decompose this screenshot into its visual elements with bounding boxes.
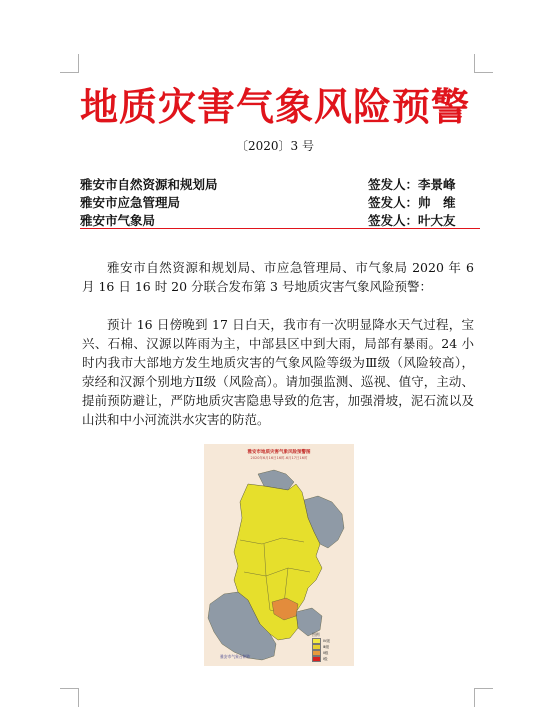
legend-label: Ⅳ级 [323, 638, 330, 643]
issuer-signer: 签发人：帅 维 [368, 195, 456, 210]
page-corner-mark [60, 54, 79, 73]
document-number: 〔2020〕3 号 [236, 139, 314, 153]
issuer-row [80, 175, 475, 193]
red-divider [80, 228, 480, 229]
page-corner-mark [474, 54, 493, 73]
issuer-org: 雅安市自然资源和规划局 [80, 177, 218, 192]
issuer-org: 雅安市气象局 [80, 213, 156, 228]
legend-swatch [312, 656, 321, 662]
legend-item [312, 656, 344, 662]
issuer-signer: 签发人：叶大友 [368, 213, 456, 228]
document-title: 地质灾害气象风险预警 [79, 84, 470, 129]
intro-paragraph: 雅安市自然资源和规划局、市应急管理局、市气象局 2020 年 6 月 16 日 16 时 20 分联合发布第 3 号地质灾害气象风险预警： [82, 260, 474, 294]
map-subtitle: 2020年6月16日16时-6月17日16时 [250, 456, 308, 460]
forecast-paragraph: 预计 16 日傍晚到 17 日白天，我市有一次明显降水天气过程，宝兴、石棉、汉源以阵雨为主，中部县区中到大雨，局部有暴雨。24 小时内我市大部地方发生地质灾害的气象风险等级为Ⅲ级（风险较高），荥经和汉源个别地方Ⅱ级（风险高）。请加强监测、巡视、值守，主动、提前预防避让，严防地质灾害隐患导致的危害，加强滑坡，泥石流以及山洪和中小河流洪水灾害的防范。 [82, 317, 474, 427]
legend-label: Ⅰ级 [323, 656, 328, 661]
page-corner-mark [474, 688, 493, 707]
map-footer: 雅安市气象台制作 [220, 654, 251, 659]
issuer-row [80, 211, 475, 229]
map-legend [312, 632, 344, 662]
issuer-signer: 签发人：李景峰 [368, 177, 456, 192]
issuer-org: 雅安市应急管理局 [80, 195, 181, 210]
legend-label: Ⅲ级 [323, 644, 330, 649]
risk-map-figure [204, 444, 354, 666]
page-corner-mark [60, 688, 79, 707]
map-title: 雅安市地质灾害气象风险预警图 [247, 450, 311, 455]
issuer-row [80, 193, 475, 211]
legend-title: 图例 [312, 632, 320, 637]
legend-label: Ⅱ级 [323, 650, 329, 655]
